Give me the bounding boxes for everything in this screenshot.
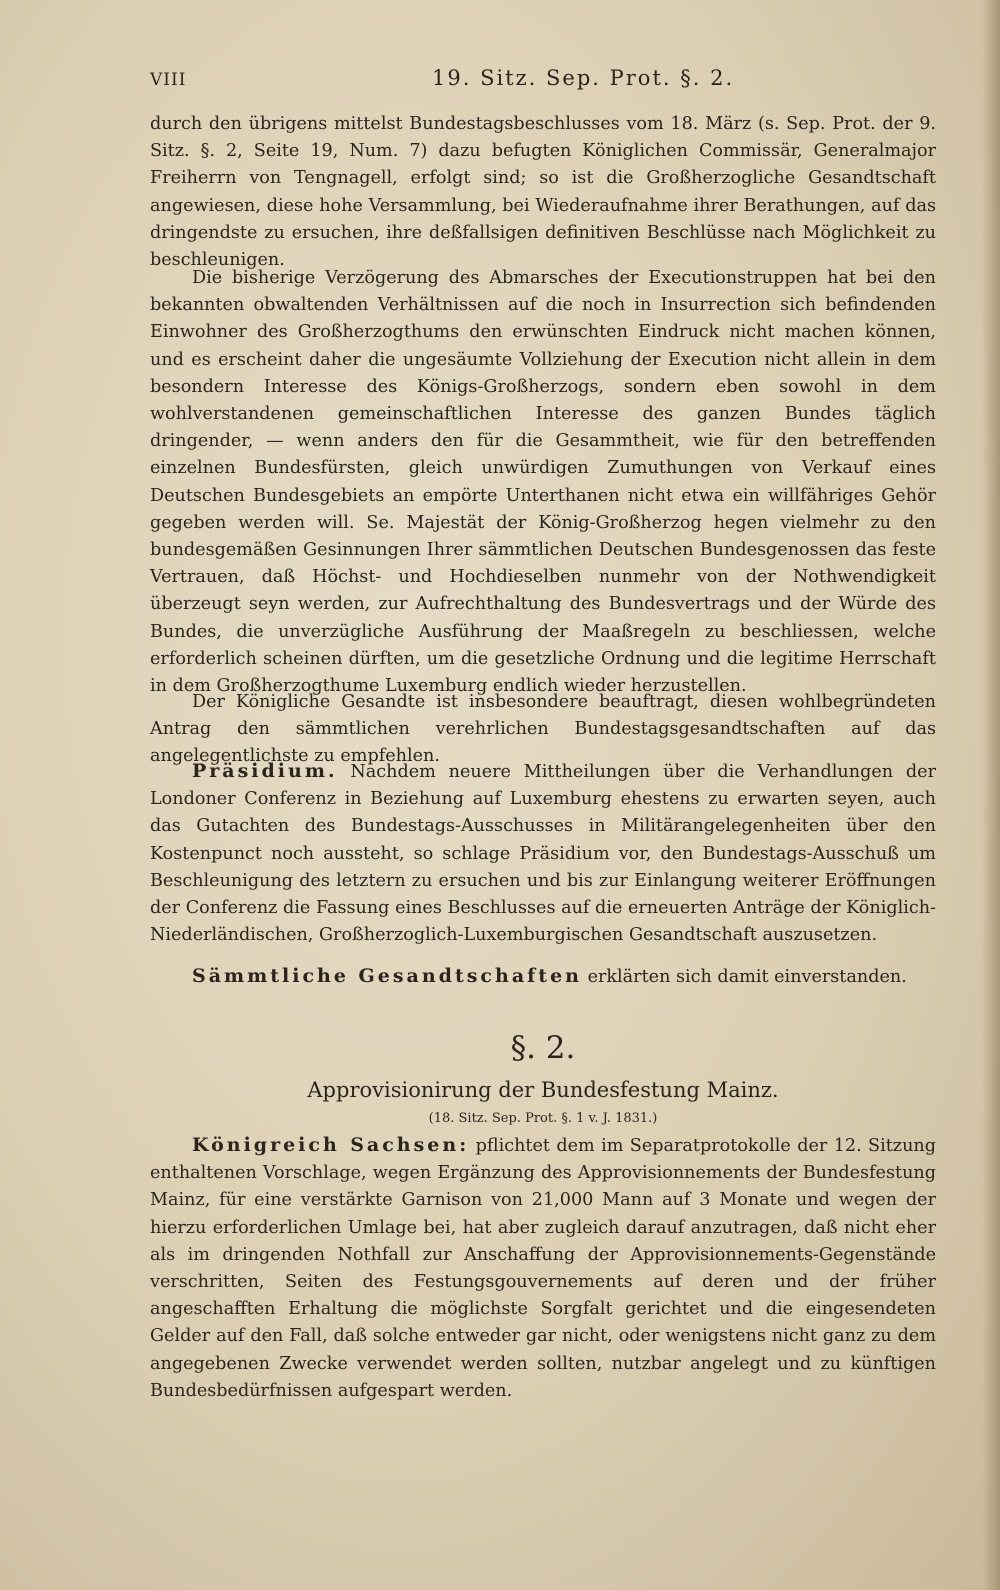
page-edge-shadow — [982, 0, 1000, 1590]
paragraph-saxony — [150, 1132, 936, 1405]
section-reference: (18. Sitz. Sep. Prot. §. 1 v. J. 1831.) — [428, 1111, 658, 1126]
running-head: 19. Sitz. Sep. Prot. §. 2. — [432, 66, 735, 90]
section-title: Approvisionirung der Bundesfestung Mainz. — [307, 1078, 779, 1102]
praesidium-text: Nachdem neuere Mittheilungen über die Verhandlungen der Londoner Conferenz in Beziehung auf Luxemburg ehestens zu erwarten seyen, auch das Gutachten des Bundestags-Ausschusses in Militärangelegenheiten über den Kostenpunct noch aussteht, so schlage Präsidium vor, den Bundestags-Ausschuß um Beschleunigung des letztern zu ersuchen und bis zur Einlangung weiterer Eröffnungen der Conferenz die Fassung eines Beschlusses auf die erneuerten Anträge der Königlich-Niederländischen, Großherzoglich-Luxemburgischen Gesandtschaft auszusetzen. — [150, 762, 936, 946]
paragraph-praesidium — [150, 758, 936, 949]
praesidium-label: Präsidium. — [192, 760, 338, 782]
paragraph-envoy: Der Königliche Gesandte ist insbesondere beauftragt, diesen wohlbegründeten Antrag den sämmtlichen verehrlichen Bundestagsgesandtschaften auf das angelegentlichste zu empfehlen. — [150, 692, 936, 767]
section-number: §. 2. — [510, 1030, 576, 1066]
paragraph-conclusion — [150, 963, 936, 991]
saxony-text: pflichtet dem im Separatprotokolle der 12. Sitzung enthaltenen Vorschlage, wegen Ergänzung des Approvisionnements der Bundesfestung Mainz, für eine verstärkte Garnison von 21,000 Mann auf 3 Monate und wegen der hierzu erforderlichen Umlage bei, hat aber zugleich darauf anzutragen, daß nicht eher als im dringenden Nothfall zur Anschaffung der Approvisionnements-Gegenstände verschritten, Seiten des Festungsgouvernements auf deren und der früher angeschafften Erhaltung die möglichste Sorgfalt gerichtet und die eingesendeten Gelder auf den Fall, daß solche entweder gar nicht, oder wenigstens nicht ganz zu dem angegebenen Zwecke verwendet werden sollten, nutzbar angelegt und zu künftigen Bundesbedürfnissen aufgespart werden. — [150, 1136, 937, 1401]
conclusion-text: erklärten sich damit einverstanden. — [581, 967, 907, 987]
paragraph-delay: Die bisherige Verzögerung des Abmarsches der Executionstruppen hat bei den bekannten obwaltenden Verhältnissen auf die noch in Insurrection sich befindenden Einwohner des Großherzogthums den erwünschten Eindruck nicht machen können, und es erscheint daher die ungesäumte Vollziehung der Execution nicht allein in dem besondern Interesse des Königs-Großherzogs, sondern eben sowohl in dem wohlverstandenen gemeinschaftlichen Interesse des ganzen Bundes täglich dringender, — wenn anders den für die Gesammtheit, wie für den betreffenden einzelnen Bundesfürsten, gleich unwürdigen Zumuthungen von Verkauf eines Deutschen Bundesgebiets an empörte Unterthanen nicht etwa ein willfähriges Gehör gegeben werden will. Se. Majestät der König-Großherzog hegen vielmehr zu den bundesgemäßen Gesinnungen Ihrer sämmtlichen Deutschen Bundesgenossen das feste Vertrauen, daß Höchst- und Hochdieselben nunmehr von der Nothwendigkeit überzeugt seyn werden, zur Aufrechthaltung des Bundesvertrags und der Würde des Bundes, die unverzügliche Ausführung der Maaßregeln zu beschliessen, welche erforderlich scheinen dürften, um die gesetzliche Ordnung und die legitime Herrschaft in dem Großherzogthume Luxemburg endlich wieder herzustellen. — [150, 268, 936, 697]
page-number: VIII — [150, 70, 187, 90]
page-header — [150, 66, 940, 96]
paragraph-continuation: durch den übrigens mittelst Bundestagsbeschlusses vom 18. März (s. Sep. Prot. der 9. Sitz. §. 2, Seite 19, Num. 7) dazu befugten Königlichen Commissär, Generalmajor Freiherrn von Tengnagell, erfolgt sind; so ist die Großherzogliche Gesandtschaft angewiesen, diese hohe Versammlung, bei Wiederaufnahme ihrer Berathungen, auf das dringendste zu ersuchen, ihre deßfallsigen definitiven Beschlüsse nach Möglichkeit zu beschleunigen. — [150, 114, 936, 271]
conclusion-label: Sämmtliche Gesandtschaften — [192, 965, 582, 987]
saxony-label: Königreich Sachsen: — [192, 1134, 470, 1156]
